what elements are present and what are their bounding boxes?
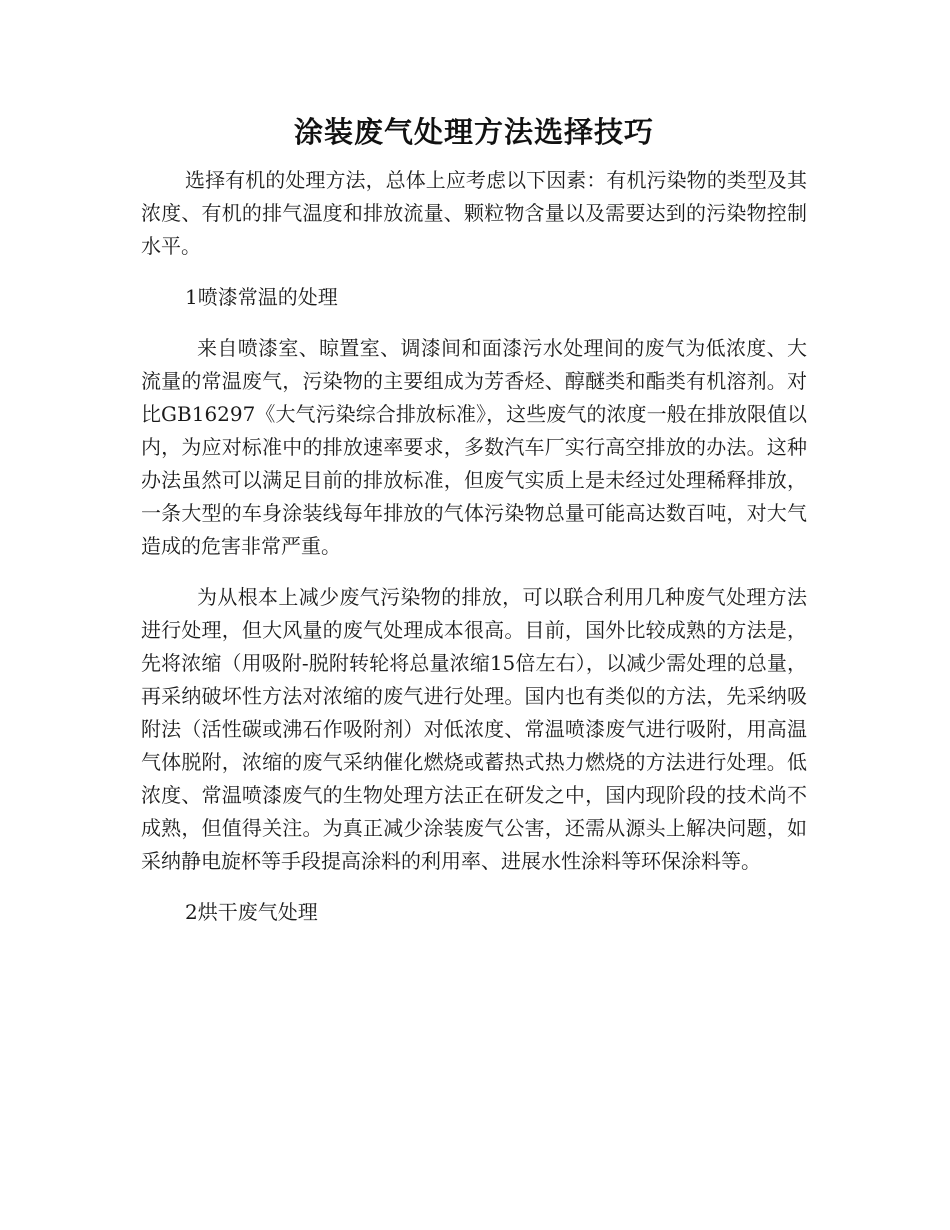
document-page — [141, 112, 807, 929]
section1-paragraph-1: 来自喷漆室、晾置室、调漆间和面漆污水处理间的废气为低浓度、大流量的常温废气，污染物的主要组成为芳香烃、醇醚类和酯类有机溶剂。对比GB16297《大气污染综合排放标准》，这些废气的浓度一般在排放限值以内，为应对标准中的排放速率要求，多数汽车厂实行高空排放的办法。这种办法虽然可以满足目前的排放标准，但废气实质上是未经过处理稀释排放，一条大型的车身涂装线每年排放的气体污染物总量可能高达数百吨，对大气造成的危害非常严重。 — [141, 336, 807, 558]
document-title: 涂装废气处理方法选择技巧 — [293, 115, 654, 149]
section-heading-1: 1喷漆常温的处理 — [185, 285, 338, 309]
section1-paragraph-2: 为从根本上减少废气污染物的排放，可以联合利用几种废气处理方法进行处理，但大风量的废气处理成本很高。目前，国外比较成熟的方法是，先将浓缩（用吸附-脱附转轮将总量浓缩15倍左右），以减少需处理的总量，再采纳破坏性方法对浓缩的废气进行处理。国内也有类似的方法，先采纳吸附法（活性碳或沸石作吸附剂）对低浓度、常温喷漆废气进行吸附，用高温气体脱附，浓缩的废气采纳催化燃烧或蓄热式热力燃烧的方法进行处理。低浓度、常温喷漆废气的生物处理方法正在研发之中，国内现阶段的技术尚不成熟，但值得关注。为真正减少涂装废气公害，还需从源头上解决问题，如采纳静电旋杯等手段提高涂料的利用率、进展水性涂料等环保涂料等。 — [141, 585, 807, 873]
intro-paragraph: 选择有机的处理方法，总体上应考虑以下因素：有机污染物的类型及其浓度、有机的排气温度和排放流量、颗粒物含量以及需要达到的污染物控制水平。 — [141, 168, 807, 258]
section-heading-2: 2烘干废气处理 — [185, 900, 318, 924]
